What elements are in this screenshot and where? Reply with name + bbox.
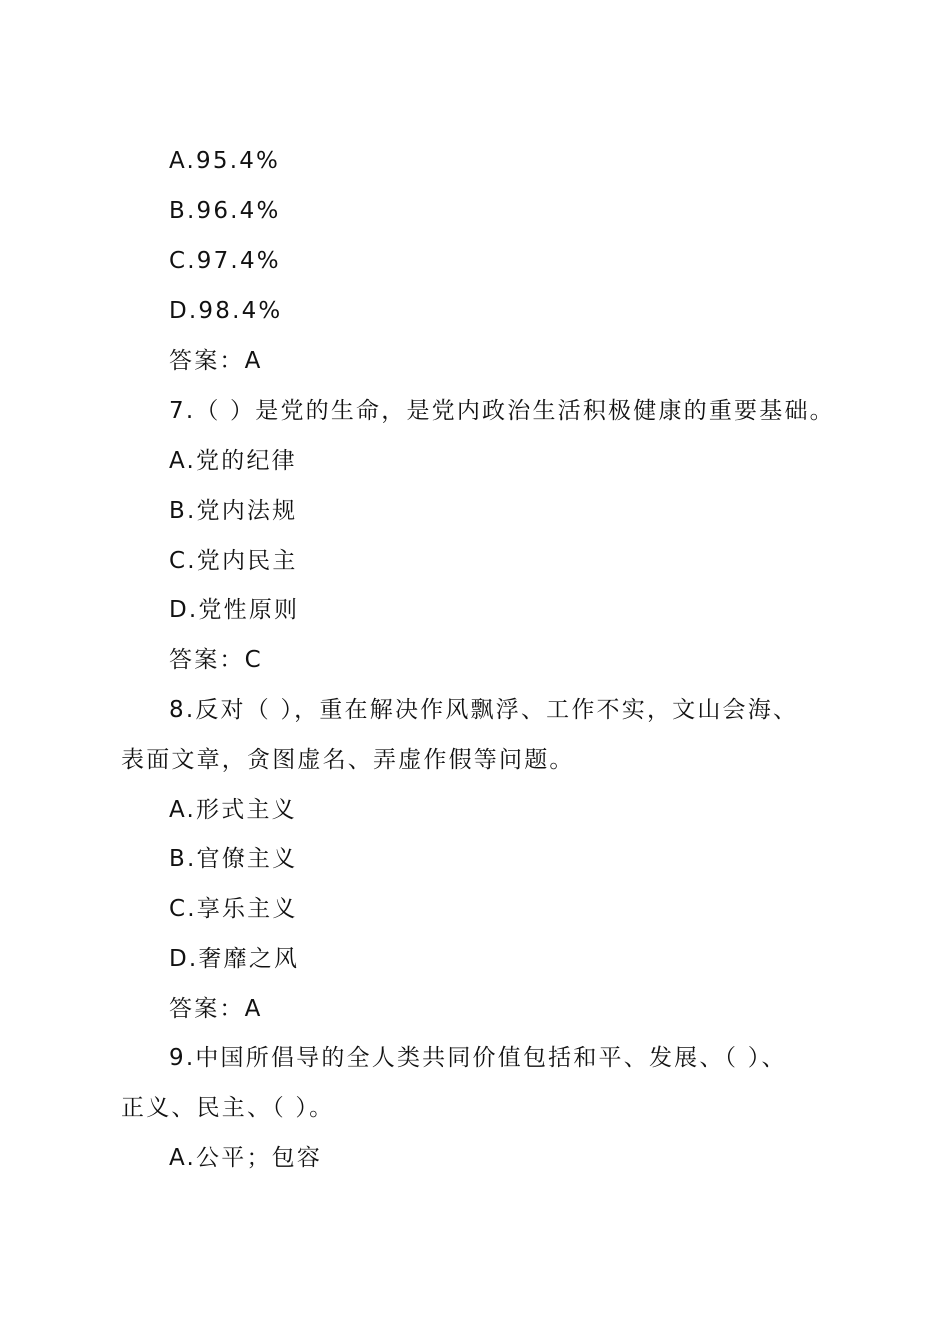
option-a-q9: A.公平；包容: [169, 1145, 323, 1171]
answer-q7: 答案：C: [169, 647, 263, 673]
answer-q6: 答案：A: [169, 348, 263, 374]
option-c-q8: C.享乐主义: [169, 896, 298, 922]
option-b-q7: B.党内法规: [169, 498, 298, 524]
question-9-line-2: 正义、民主、（ ）。: [121, 1095, 335, 1121]
option-b-q6: B.96.4%: [169, 198, 281, 224]
question-8-line-2: 表面文章，贪图虚名、弄虚作假等问题。: [121, 747, 575, 773]
option-a-q7: A.党的纪律: [169, 448, 297, 474]
option-d-q8: D.奢靡之风: [169, 946, 300, 972]
option-b-q8: B.官僚主义: [169, 846, 298, 872]
question-7: 7.（ ）是党的生命，是党内政治生活积极健康的重要基础。: [169, 398, 835, 424]
option-d-q6: D.98.4%: [169, 298, 283, 324]
option-c-q6: C.97.4%: [169, 248, 281, 274]
question-8-line-1: 8.反对（ ），重在解决作风飘浮、工作不实，文山会海、: [169, 697, 799, 723]
question-9-line-1: 9.中国所倡导的全人类共同价值包括和平、发展、（ ）、: [169, 1045, 787, 1071]
option-a-q8: A.形式主义: [169, 797, 297, 823]
option-c-q7: C.党内民主: [169, 548, 298, 574]
answer-q8: 答案：A: [169, 996, 263, 1022]
option-d-q7: D.党性原则: [169, 597, 300, 623]
option-a-q6: A.95.4%: [169, 148, 281, 174]
